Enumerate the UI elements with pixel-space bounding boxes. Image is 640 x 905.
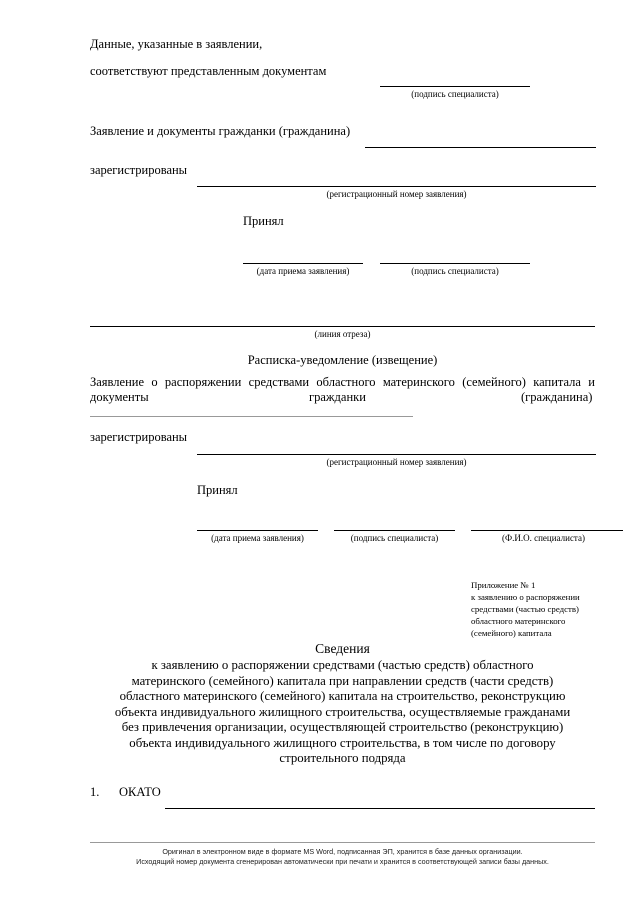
- info-body-line: объекта индивидуального жилищного строительства, осуществляемые гражданами: [114, 704, 571, 719]
- signature-caption-2: (подпись специалиста): [411, 266, 499, 276]
- signature-line[interactable]: [380, 86, 530, 87]
- receipt-word-documents: документы: [90, 390, 149, 404]
- footer-divider: [90, 842, 595, 843]
- date-caption: (дата приема заявления): [256, 266, 350, 276]
- footer-line1: Оригинал в электронном виде в формате MS Word, подписанная ЭП, хранится в базе данных организации.: [162, 847, 523, 856]
- appendix-line: к заявлению о распоряжении: [471, 592, 580, 602]
- signature-caption: (подпись специалиста): [411, 89, 499, 99]
- receipt-word-citizen-f: гражданки: [309, 390, 366, 404]
- receipt-fio-caption: (Ф.И.О. специалиста): [502, 533, 585, 543]
- appendix-line: Приложение № 1: [471, 580, 536, 590]
- statement-text: Заявление и документы гражданки (гражданина): [90, 124, 351, 138]
- receipt-signature-caption: (подпись специалиста): [350, 533, 439, 543]
- item1-label: ОКАТО: [119, 785, 161, 799]
- info-body-line: материнского (семейного) капитала при направлении средств (части средств): [131, 673, 554, 688]
- receipt-accepted-label: Принял: [197, 483, 238, 497]
- receipt-registered-label: зарегистрированы: [90, 430, 188, 444]
- info-body-line: к заявлению о распоряжении средствами (частью средств) областного: [151, 658, 534, 672]
- receipt-word-citizen-m: (гражданина): [521, 390, 593, 404]
- regnum-line[interactable]: [197, 186, 596, 187]
- receipt-signature-line[interactable]: [334, 530, 455, 531]
- appendix-line: (семейного) капитала: [471, 628, 552, 638]
- citizen-name-line[interactable]: [365, 147, 596, 148]
- receipt-fio-line[interactable]: [471, 530, 623, 531]
- receipt-title: Расписка-уведомление (извещение): [247, 353, 438, 367]
- okato-input-line[interactable]: [165, 808, 595, 809]
- signature-line-2[interactable]: [380, 263, 530, 264]
- registered-label: зарегистрированы: [90, 163, 188, 177]
- regnum-caption: (регистрационный номер заявления): [326, 189, 467, 199]
- accepted-label: Принял: [243, 214, 284, 228]
- info-body-line: без привлечения организации, осуществляющей строительство (реконструкцию): [121, 720, 564, 734]
- section1-line1: Данные, указанные в заявлении,: [90, 37, 263, 51]
- item1-number: 1.: [90, 785, 100, 799]
- info-body-line: областного материнского (семейного) капитала на строительство, реконструкцию: [119, 689, 566, 703]
- info-body: [80, 658, 605, 767]
- appendix-block: [471, 579, 621, 639]
- receipt-regnum-line[interactable]: [197, 454, 596, 455]
- citizen-name-line-2[interactable]: [90, 416, 413, 417]
- date-line[interactable]: [243, 263, 363, 264]
- cut-line-caption: (линия отреза): [314, 329, 371, 339]
- receipt-date-line[interactable]: [197, 530, 318, 531]
- receipt-date-caption: (дата приема заявления): [211, 533, 304, 543]
- appendix-line: областного материнского: [471, 616, 566, 626]
- cut-line: [90, 326, 595, 327]
- info-body-line: строительного подряда: [279, 751, 406, 765]
- info-title: Сведения: [315, 641, 370, 656]
- section1-line2: соответствуют представленным документам: [90, 64, 327, 78]
- info-body-line: объекта индивидуального жилищного строительства, в том числе по договору: [129, 735, 556, 750]
- receipt-line1: Заявление о распоряжении средствами областного материнского (семейного) капитала и: [90, 375, 595, 389]
- receipt-regnum-caption: (регистрационный номер заявления): [326, 457, 467, 467]
- footer-line2: Исходящий номер документа сгенерирован автоматически при печати и хранится в соответствующей записи базы данных.: [136, 857, 549, 866]
- appendix-line: средствами (частью средств): [471, 604, 579, 614]
